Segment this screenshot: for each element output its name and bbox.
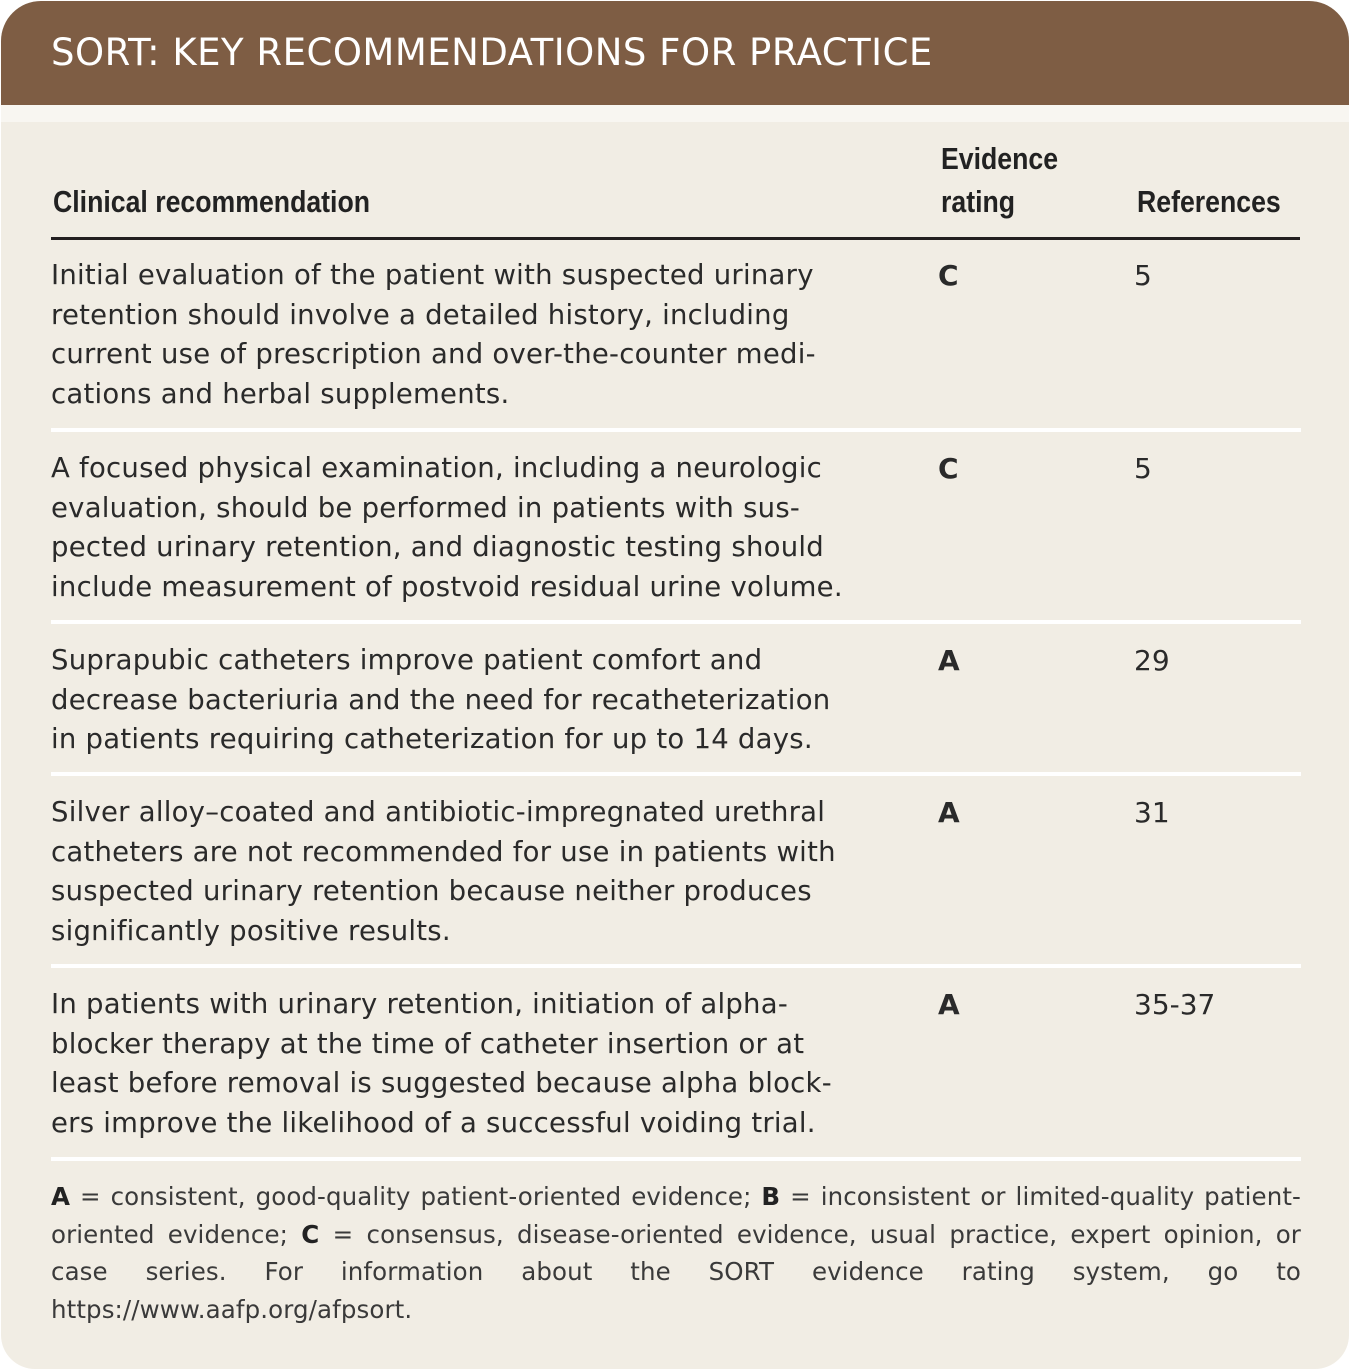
evidence-rating: C bbox=[938, 452, 959, 485]
sort-table-card bbox=[1, 1, 1349, 1369]
references-value: 31 bbox=[1134, 796, 1170, 829]
footnote-label-c: C bbox=[301, 1219, 320, 1249]
evidence-rating: A bbox=[938, 796, 960, 829]
column-header-recommendation: Clinical recommendation bbox=[53, 184, 371, 219]
references-value: 35-37 bbox=[1134, 988, 1216, 1021]
header-band bbox=[1, 105, 1349, 122]
column-header-references: References bbox=[1137, 184, 1281, 219]
column-header-evidence-line2: rating bbox=[941, 184, 1016, 219]
column-header-evidence-line1: Evidence bbox=[941, 141, 1059, 176]
header-bar bbox=[1, 1, 1349, 105]
recommendation-text: Initial evaluation of the patient with suspected urinary retention should involve a detailed history, including current use of prescription and over-the-counter medi- cations and herbal supplements. bbox=[51, 259, 816, 410]
sort-footnote bbox=[51, 1178, 1301, 1328]
recommendation-text: Silver alloy–coated and antibiotic-impregnated urethral catheters are not recommended for use in patients with suspected urinary retention because neither produces significantly positive results. bbox=[51, 796, 836, 947]
footnote-label-b: B bbox=[761, 1182, 781, 1211]
row-divider bbox=[51, 620, 1301, 624]
evidence-rating: A bbox=[938, 644, 960, 677]
recommendation-text: A focused physical examination, including a neurologic evaluation, should be performed in patients with sus- pected urinary retention, and diagnostic testing should include measurement of postvoid residual urine volume. bbox=[51, 452, 843, 603]
evidence-rating: A bbox=[938, 988, 960, 1021]
footnote-text-a: = consistent, good-quality patient-oriented evidence; bbox=[70, 1182, 762, 1211]
evidence-rating: C bbox=[938, 259, 959, 292]
row-divider bbox=[51, 964, 1301, 968]
header-rule bbox=[51, 237, 1300, 240]
footnote-text-c: = consensus, disease-oriented evidence, usual practice, expert opinion, or case series. For information about the SORT evidence rating system, go to https://www.aafp.org/afpsort. bbox=[51, 1219, 1301, 1324]
footnote-text-b: = inconsistent or limited-quality patient-oriented evidence; bbox=[51, 1182, 1301, 1249]
row-divider bbox=[51, 1157, 1301, 1161]
recommendation-text: In patients with urinary retention, initiation of alpha- blocker therapy at the time of catheter insertion or at least before removal is suggested because alpha block- ers improve the likelihood of a successful voiding trial. bbox=[51, 988, 832, 1139]
row-divider bbox=[51, 772, 1301, 776]
row-divider bbox=[51, 428, 1301, 432]
references-value: 5 bbox=[1134, 259, 1152, 292]
references-value: 5 bbox=[1134, 452, 1152, 485]
footnote-label-a: A bbox=[51, 1182, 71, 1211]
references-value: 29 bbox=[1134, 644, 1170, 677]
recommendation-text: Suprapubic catheters improve patient comfort and decrease bacteriuria and the need for recatheterization in patients requiring catheterization for up to 14 days. bbox=[51, 644, 831, 755]
table-title: SORT: KEY RECOMMENDATIONS FOR PRACTICE bbox=[51, 31, 933, 74]
